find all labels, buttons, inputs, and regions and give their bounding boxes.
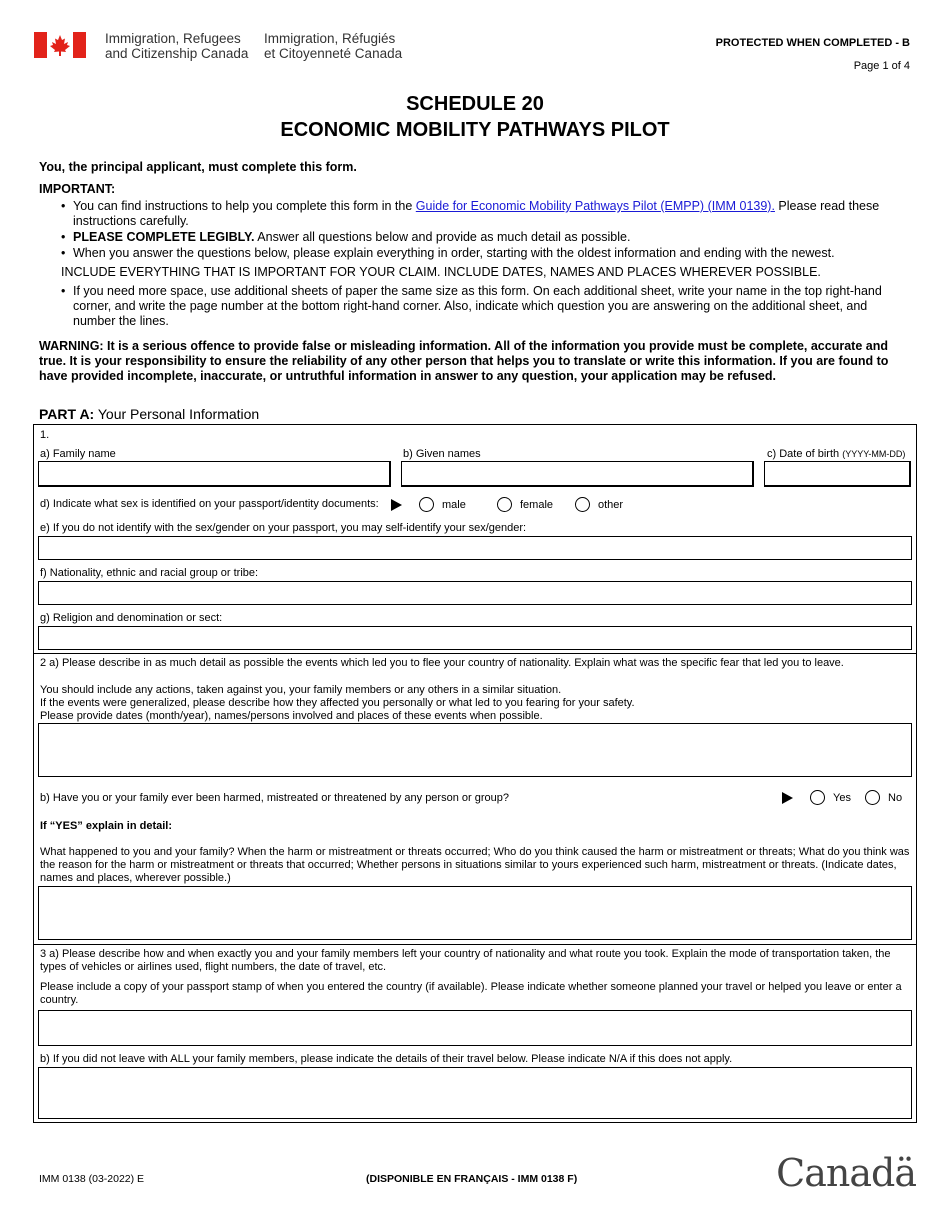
form-title-line2: ECONOMIC MOBILITY PATHWAYS PILOT xyxy=(280,119,670,141)
department-name-english: Immigration, Refugees and Citizenship Canada xyxy=(105,31,249,61)
religion-input[interactable] xyxy=(38,626,912,650)
arrow-icon xyxy=(782,792,793,804)
form-code: IMM 0138 (03-2022) E xyxy=(39,1173,145,1185)
part-a-heading: PART A: Your Personal Information xyxy=(39,406,260,422)
harm-detail-instructions: What happened to you and your family? When the harm or mistreatment or threats occurred; Who do you think caused the harm or mistreatment or threats; What do you think was the reason for the harm or mistreatment or threats that occurred; Whether persons in situations similar to yours experienced such harm, mistreatment or threats. (Indicate dates, names and places, wherever possible.) xyxy=(40,846,910,884)
arrow-icon xyxy=(391,499,402,511)
date-of-birth-label: c) Date of birth (YYYY-MM-DD) xyxy=(767,448,906,460)
instructions-list xyxy=(61,199,913,262)
self-identify-input[interactable] xyxy=(38,536,912,560)
question-1-number: 1. xyxy=(40,429,50,441)
sex-female-radio[interactable] xyxy=(497,497,512,512)
sex-male-radio[interactable] xyxy=(419,497,434,512)
if-yes-heading: If “YES” explain in detail: xyxy=(40,820,173,832)
instruction-order: • When you answer the questions below, please explain everything in order, starting with the oldest information and ending with the newest. xyxy=(61,246,913,261)
date-of-birth-input[interactable] xyxy=(764,461,911,487)
harm-detail-textarea[interactable] xyxy=(38,886,912,940)
canada-wordmark: Canadä xyxy=(776,1151,916,1195)
harmed-yes-label: Yes xyxy=(833,792,851,804)
page-number: Page 1 of 4 xyxy=(853,60,910,72)
must-complete-notice: You, the principal applicant, must complete this form. xyxy=(39,160,357,174)
sex-question-label: d) Indicate what sex is identified on your passport/identity documents: xyxy=(40,498,379,510)
include-everything-notice: INCLUDE EVERYTHING THAT IS IMPORTANT FOR YOUR CLAIM. INCLUDE DATES, NAMES AND PLACES WHEREVER POSSIBLE. xyxy=(61,265,821,279)
instruction-more-space: • If you need more space, use additional sheets of paper the same size as this form. On each additional sheet, write your name in the top right-hand corner, and write the page number at the bottom right-hand corner. Also, indicate which question you are answering on the additional sheet, and number the lines. xyxy=(61,284,913,329)
departure-route-textarea[interactable] xyxy=(38,1010,912,1046)
protection-label: PROTECTED WHEN COMPLETED - B xyxy=(715,37,910,49)
self-identify-label: e) If you do not identify with the sex/gender on your passport, you may self-identify your sex/gender: xyxy=(40,522,527,534)
instructions-list-more xyxy=(61,284,913,330)
family-travel-textarea[interactable] xyxy=(38,1067,912,1119)
family-name-input[interactable] xyxy=(38,461,391,487)
question-3a-label: 3 a) Please describe how and when exactly you and your family members left your country of nationality and what route you took. Explain the mode of transportation taken, the types of vehicles or airlines used, flight numbers, the date of travel, etc. xyxy=(40,948,891,973)
sex-male-label: male xyxy=(442,499,466,511)
nationality-input[interactable] xyxy=(38,581,912,605)
warning-text: WARNING: It is a serious offence to provide false or misleading information. All of the information you provide must be complete, accurate and true. It is your responsibility to ensure the reliability of any other person that helps you to translate or write this information. If you are found to have provided incomplete, inaccurate, or untruthful information in answer to any question, your application may be refused. xyxy=(39,339,889,383)
question-3b-label: b) If you did not leave with ALL your family members, please indicate the details of their travel below. Please indicate N/A if this does not apply. xyxy=(40,1053,733,1065)
question-2a-note: You should include any actions, taken against you, your family members or any others in a similar situation. If the events were generalized, please describe how they affected you personally or what led to you fearing for your safety. Please provide dates (month/year), names/persons involved and places of these events when possible. xyxy=(40,684,635,722)
nationality-label: f) Nationality, ethnic and racial group or tribe: xyxy=(40,567,259,579)
given-names-label: b) Given names xyxy=(403,448,481,460)
sex-other-label: other xyxy=(598,499,624,511)
guide-link[interactable]: Guide for Economic Mobility Pathways Pilot (EMPP) (IMM 0139). xyxy=(415,199,775,213)
canada-flag-icon xyxy=(34,32,86,58)
family-name-label: a) Family name xyxy=(40,448,116,460)
flee-events-textarea[interactable] xyxy=(38,723,912,777)
sex-other-radio[interactable] xyxy=(575,497,590,512)
religion-label: g) Religion and denomination or sect: xyxy=(40,612,223,624)
question-3a-note: Please include a copy of your passport stamp of when you entered the country (if available). Please indicate whether someone planned your travel or helped you leave or enter a country. xyxy=(40,981,902,1006)
instruction-legibly: • PLEASE COMPLETE LEGIBLY. Answer all questions below and provide as much detail as possible. xyxy=(61,230,913,245)
french-availability: (DISPONIBLE EN FRANÇAIS - IMM 0138 F) xyxy=(366,1173,578,1185)
harmed-no-label: No xyxy=(888,792,903,804)
instruction-guide: • You can find instructions to help you complete this form in the Guide for Economic Mobility Pathways Pilot (EMPP) (IMM 0139). Please read these instructions carefully. xyxy=(61,199,913,229)
department-name-french: Immigration, Réfugiés et Citoyenneté Canada xyxy=(264,31,403,61)
section-divider xyxy=(33,653,917,654)
important-heading: IMPORTANT: xyxy=(39,182,116,196)
form-title-line1: SCHEDULE 20 xyxy=(406,93,544,115)
harmed-no-radio[interactable] xyxy=(865,790,880,805)
section-divider xyxy=(33,944,917,945)
question-2b-label: b) Have you or your family ever been harmed, mistreated or threatened by any person or group? xyxy=(40,792,509,804)
question-2a-label: 2 a) Please describe in as much detail as possible the events which led you to flee your country of nationality. Explain what was the specific fear that led you to leave. xyxy=(40,657,844,669)
sex-female-label: female xyxy=(520,499,554,511)
given-names-input[interactable] xyxy=(401,461,754,487)
harmed-yes-radio[interactable] xyxy=(810,790,825,805)
